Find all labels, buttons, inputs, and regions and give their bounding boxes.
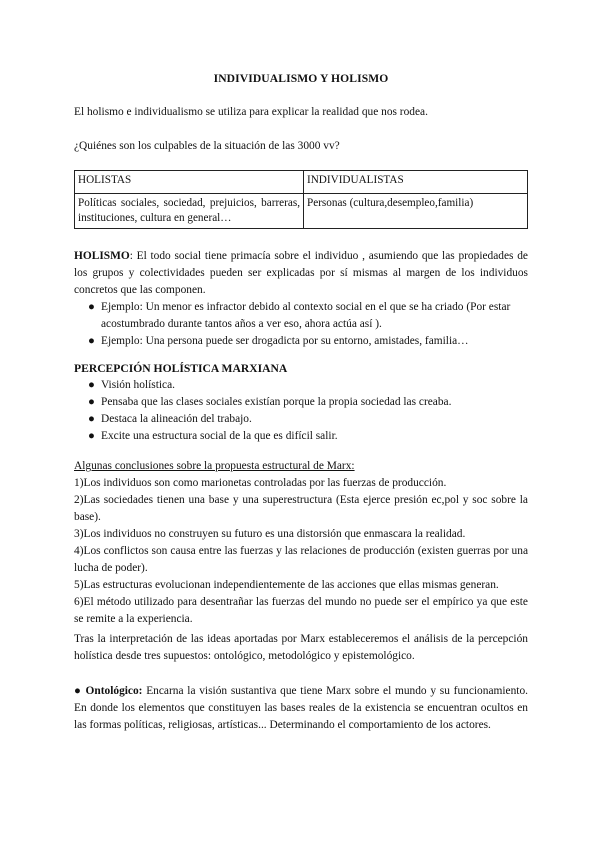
- conclusion-item: 5)Las estructuras evolucionan independientemente de las acciones que ellas mismas generan.: [74, 579, 499, 591]
- document-title: INDIVIDUALISMO Y HOLISMO: [213, 72, 389, 85]
- table-header-row: [75, 171, 528, 194]
- list-item: ● Excite una estructura social de la que es difícil salir.: [74, 428, 528, 445]
- question-paragraph: ¿Quiénes son los culpables de la situación de las 3000 vv?: [74, 140, 340, 152]
- conclusions-section: [74, 458, 528, 628]
- holists-individualists-table: [74, 170, 528, 229]
- bullet-icon: ●: [74, 685, 82, 697]
- bullet-icon: ●: [88, 430, 95, 442]
- conclusions-heading: Algunas conclusiones sobre la propuesta estructural de Marx:: [74, 460, 355, 472]
- list-item: ● Destaca la alineación del trabajo.: [74, 411, 528, 428]
- ontologico-text: Encarna la visión sustantiva que tiene Marx sobre el mundo y su funcionamiento. En donde los elementos que constituyen las bases reales de la existencia se encuentran ocultos en las formas políticas, religiosas, artísticas... Determinando el comportamiento de los actores.: [74, 685, 528, 731]
- bullet-icon: ●: [88, 396, 95, 408]
- list-item: ● Ejemplo: Un menor es infractor debido al contexto social en el que se ha criado (Por estar acostumbrado durante tantos años a ver eso, ahora actúa así ).: [88, 301, 511, 330]
- holismo-section: [74, 248, 528, 350]
- holismo-definition-text: : El todo social tiene primacía sobre el individuo , asumiendo que las propiedades de los grupos y colectividades pueden ser explicadas por sí mismas al margen de los individuos concretos que las componen.: [74, 250, 528, 296]
- marxiana-heading: PERCEPCIÓN HOLÍSTICA MARXIANA: [74, 362, 288, 375]
- table-header-holistas: HOLISTAS: [75, 171, 304, 194]
- analysis-paragraph: Tras la interpretación de las ideas aportadas por Marx estableceremos el análisis de la percepción holística desde tres supuestos: ontológico, metodológico y epistemológico.: [74, 633, 528, 662]
- table-cell-holistas: Políticas sociales, sociedad, prejuicios, barreras, instituciones, cultura en general…: [75, 194, 304, 229]
- bullet-icon: ●: [88, 301, 95, 313]
- table-row: [75, 194, 528, 229]
- conclusion-item: 3)Los individuos no construyen su futuro es una distorsión que enmascara la realidad.: [74, 528, 466, 540]
- table-header-individualistas: INDIVIDUALISTAS: [304, 171, 528, 194]
- conclusion-item: 2)Las sociedades tienen una base y una superestructura (Esta ejerce presión ec,pol y soc sobre la base).: [74, 494, 528, 523]
- intro-paragraph: El holismo e individualismo se utiliza para explicar la realidad que nos rodea.: [74, 106, 428, 118]
- conclusion-item: 4)Los conflictos son causa entre las fuerzas y las relaciones de producción (existen guerras por una lucha de poder).: [74, 545, 528, 574]
- holismo-definition: [74, 248, 528, 299]
- holismo-examples-list: [74, 299, 528, 350]
- table-cell-individualistas: Personas (cultura,desempleo,familia): [304, 194, 528, 229]
- ontologico-term: Ontológico:: [85, 685, 143, 697]
- bullet-icon: ●: [88, 379, 95, 391]
- conclusion-item: 6)El método utilizado para desentrañar las fuerzas del mundo no puede ser el empírico ya que este se remite a la experiencia.: [74, 596, 528, 625]
- list-item: ● Pensaba que las clases sociales existían porque la propia sociedad las creaba.: [74, 394, 528, 411]
- conclusion-item: 1)Los individuos son como marionetas controladas por las fuerzas de producción.: [74, 477, 447, 489]
- marxiana-section: [74, 360, 528, 445]
- bullet-icon: ●: [88, 413, 95, 425]
- marxiana-list: [74, 377, 528, 445]
- holismo-term: HOLISMO: [74, 250, 130, 262]
- bullet-icon: ●: [88, 335, 95, 347]
- ontologico-paragraph: [74, 683, 528, 734]
- list-item: ● Ejemplo: Una persona puede ser drogadicta por su entorno, amistades, familia…: [74, 333, 528, 350]
- list-item: ● Visión holística.: [74, 377, 528, 394]
